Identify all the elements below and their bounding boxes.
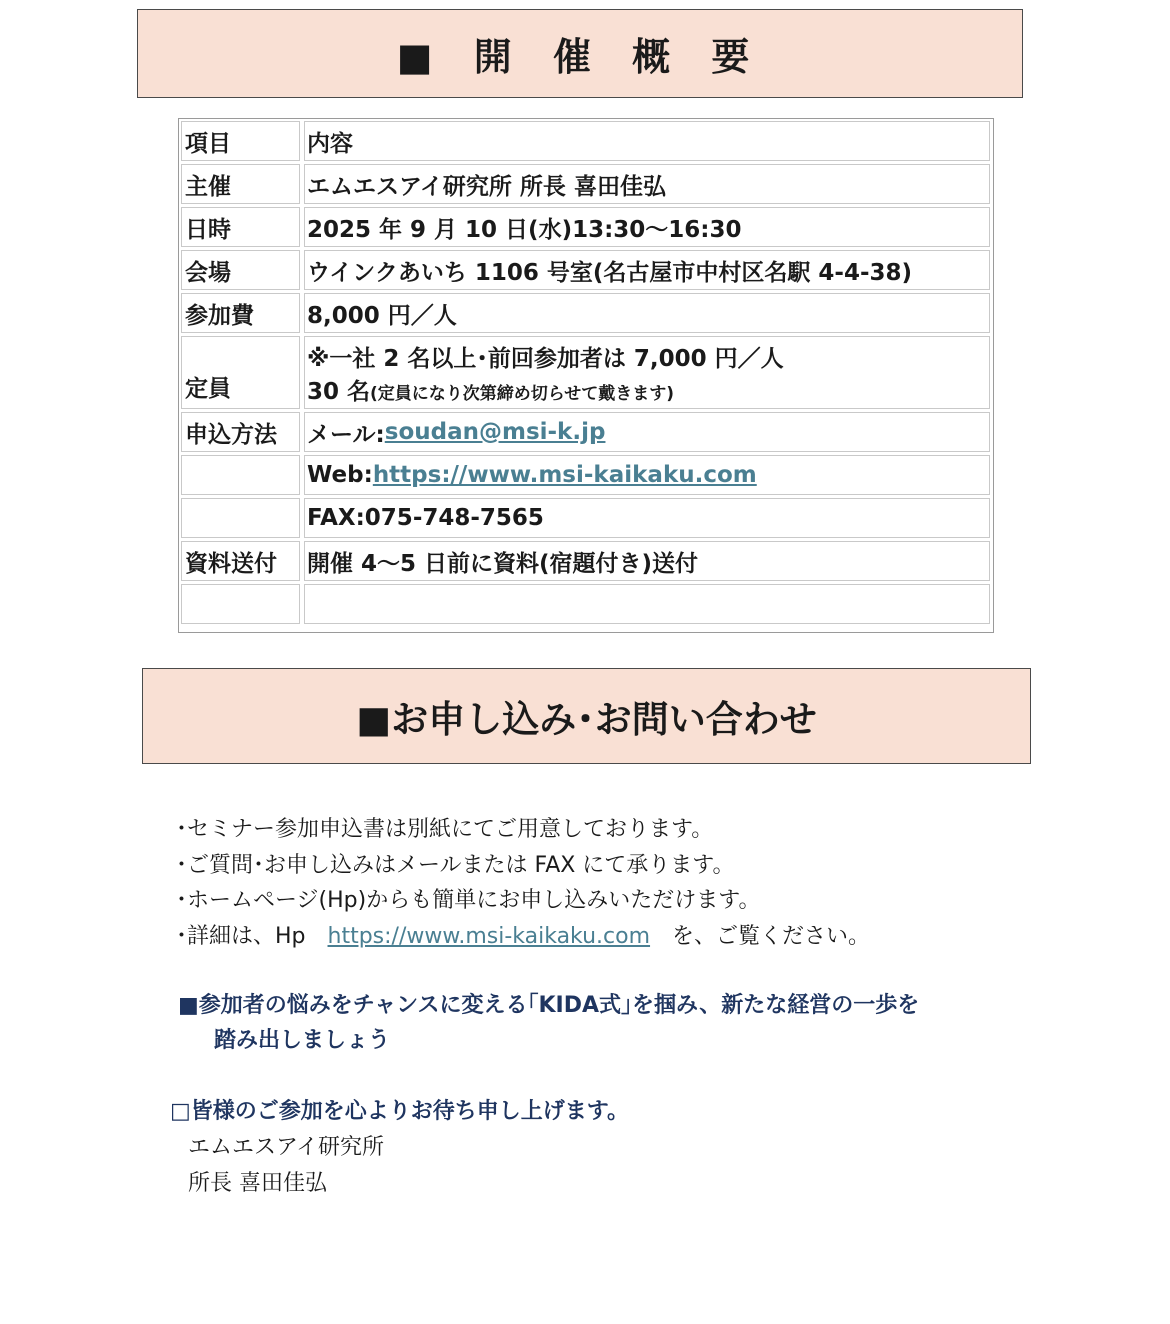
table-row-fee [181,293,991,333]
empty-value-cell [304,584,990,624]
overview-heading [137,9,1023,98]
contact-notes [176,812,870,954]
table-row-capacity [181,336,991,409]
callout-line: ■参加者の悩みをチャンスに変える｢KIDA式｣を掴み、新たな経営の一歩を [178,993,920,1018]
table-row-date [181,207,991,247]
empty-label-cell [181,455,300,495]
date-label: 日時 [181,207,300,247]
table-row-apply-mail [181,412,991,452]
materials-value: 開催 4～5 日前に資料(宿題付き)送付 [304,541,990,581]
table-row-empty [181,584,991,624]
contact-heading [142,668,1031,764]
date-value: 2025 年 9 月 10 日(水)13:30～16:30 [304,207,990,247]
table-row-apply-web [181,455,991,495]
overview-heading-text: ■ 開 催 概 要 [396,35,764,79]
apply-fax-cell: FAX:075-748-7565 [304,498,990,538]
greeting: □皆様のご参加を心よりお待ち申し上げます。 [170,1099,630,1124]
homepage-link[interactable]: https://www.msi-kaikaku.com [327,923,651,949]
note-line: ･ご質問･お申し込みはメールまたは FAX にて承ります。 [176,852,735,878]
materials-label: 資料送付 [181,541,300,581]
details-prefix: ･詳細は、Hp [176,923,306,949]
note-line: ･セミナー参加申込書は別紙にてご用意しております。 [176,817,714,842]
apply-mail-cell [304,412,990,452]
signature [188,1130,384,1202]
capacity-value [304,336,990,409]
web-link[interactable]: https://www.msi-kaikaku.com [372,462,757,488]
mail-link[interactable]: soudan@msi-k.jp [384,419,606,445]
table-row-host [181,164,991,204]
table-row-venue [181,250,991,290]
table-header-row [181,121,991,161]
callout-line: 踏み出しましょう [214,1028,391,1053]
signature-org: エムエスアイ研究所 [188,1135,385,1160]
apply-web-cell [304,455,990,495]
header-item-cell: 項目 [181,121,300,161]
host-value: エムエスアイ研究所 所長 喜田佳弘 [304,164,990,204]
details-suffix: を、ご覧ください。 [672,923,871,949]
apply-label: 申込方法 [181,412,300,452]
header-content-cell: 内容 [304,121,990,161]
fee-value: 8,000 円／人 [304,293,990,333]
table-row-apply-fax [181,498,991,538]
overview-table [178,118,994,633]
note-line: ･ホームページ(Hp)からも簡単にお申し込みいただけます。 [176,888,761,913]
empty-label-cell [181,498,300,538]
venue-value: ウインクあいち 1106 号室(名古屋市中村区名駅 4-4-38) [304,250,990,290]
fee-label: 参加費 [181,293,300,333]
kida-callout [178,988,919,1058]
capacity-count: 30 名 [307,378,371,405]
capacity-label: 定員 [181,336,300,409]
host-label: 主催 [181,164,300,204]
capacity-note: (定員になり次第締め切らせて戴きます) [370,383,675,404]
web-prefix: Web: [307,462,373,488]
table-row-materials [181,541,991,581]
contact-heading-text: ■お申し込み･お問い合わせ [356,698,817,741]
capacity-count-line [307,373,674,406]
mail-prefix: メール: [307,421,385,448]
empty-label-cell [181,584,300,624]
venue-label: 会場 [181,250,300,290]
note-line-details [176,919,870,955]
capacity-discount-line: ※一社 2 名以上･前回参加者は 7,000 円／人 [307,345,784,372]
signature-name: 所長 喜田佳弘 [188,1171,327,1196]
